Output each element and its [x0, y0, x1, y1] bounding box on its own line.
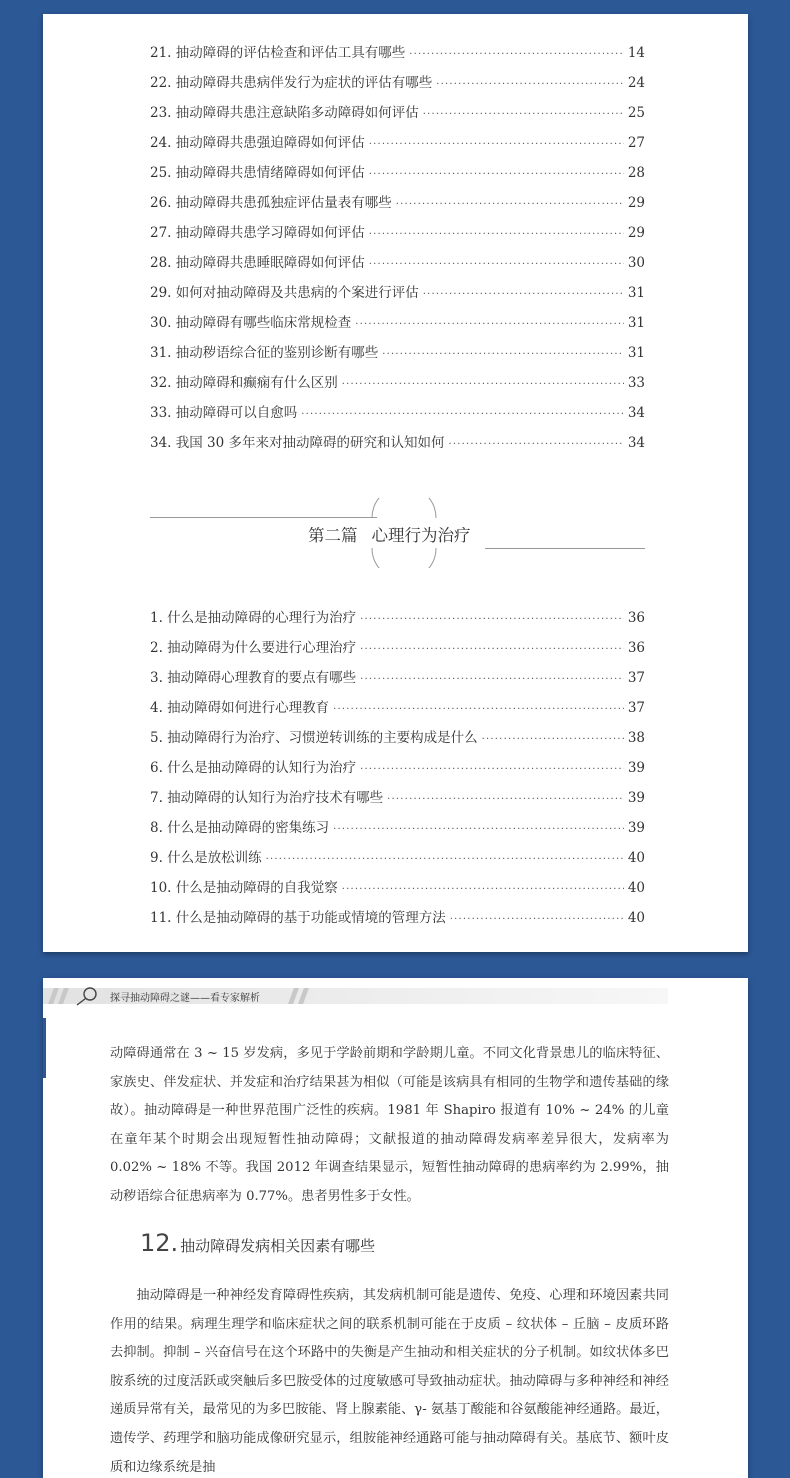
- toc-leader-dots: [360, 764, 624, 775]
- toc-leader-dots: [387, 794, 624, 805]
- toc-entry[interactable]: [150, 786, 645, 816]
- toc-leader-dots: [423, 289, 624, 300]
- toc-entry[interactable]: [150, 191, 645, 221]
- magnifier-icon: [75, 986, 99, 1006]
- toc-page: [43, 14, 748, 952]
- toc-entry-page: 31: [627, 285, 645, 301]
- toc-entry-title: 30. 抽动障碍有哪些临床常规检查: [150, 315, 352, 331]
- body-paragraph-1: 动障碍通常在 3 ~ 15 岁发病，多见于学龄前期和学龄期儿童。不同文化背景患儿的临床特征、家族史、伴发症状、并发症和治疗结果甚为相似（可能是该病具有相同的生物学和遗传基础的缘故）。抽动障碍是一种世界范围广泛性的疾病。1981 年 Shapiro 报道有 10% ~ 24% 的儿童在童年某个时期会出现短暂性抽动障碍；文献报道的抽动障碍发病率差异很大，发病率为 0.02% ~ 18% 不等。我国 2012 年调查结果显示，短暂性抽动障碍的患病率约为 2.99%，抽动秽语综合征患病率为 0.77%。患者男性多于女性。: [110, 1046, 669, 1204]
- toc-leader-dots: [360, 644, 624, 655]
- toc-entry-page: 39: [627, 820, 645, 836]
- toc-entry[interactable]: [150, 161, 645, 191]
- toc-entry-page: 29: [627, 225, 645, 241]
- toc-entry-page: 34: [627, 435, 645, 451]
- toc-entry-title: 34. 我国 30 多年来对抽动障碍的研究和认知如何: [150, 435, 445, 451]
- toc-entry-title: 4. 抽动障碍如何进行心理教育: [150, 700, 330, 716]
- toc-leader-dots: [301, 409, 624, 420]
- toc-entry-page: 27: [627, 135, 645, 151]
- toc-entry-page: 40: [627, 850, 645, 866]
- toc-leader-dots: [449, 439, 624, 450]
- toc-entry-title: 2. 抽动障碍为什么要进行心理治疗: [150, 640, 357, 656]
- toc-leader-dots: [369, 229, 624, 240]
- toc-entry-title: 28. 抽动障碍共患睡眠障碍如何评估: [150, 255, 365, 271]
- toc-entry-title: 29. 如何对抽动障碍及共患病的个案进行评估: [150, 285, 419, 301]
- toc-leader-dots: [333, 704, 624, 715]
- toc-entry-page: 14: [627, 45, 645, 61]
- toc-entry[interactable]: [150, 341, 645, 371]
- toc-entry[interactable]: [150, 251, 645, 281]
- toc-entry-title: 5. 抽动障碍行为治疗、习惯逆转训练的主要构成是什么: [150, 730, 478, 746]
- toc-entry-page: 36: [627, 610, 645, 626]
- toc-entry[interactable]: [150, 906, 645, 936]
- toc-leader-dots: [342, 379, 624, 390]
- toc-entry-page: 31: [627, 345, 645, 361]
- toc-entry-title: 8. 什么是抽动障碍的密集练习: [150, 820, 330, 836]
- toc-entry-title: 3. 抽动障碍心理教育的要点有哪些: [150, 670, 357, 686]
- toc-entry-page: 34: [627, 405, 645, 421]
- toc-entry[interactable]: [150, 71, 645, 101]
- toc-entry-page: 31: [627, 315, 645, 331]
- toc-leader-dots: [436, 79, 624, 90]
- toc-leader-dots: [369, 169, 624, 180]
- toc-entry[interactable]: [150, 636, 645, 666]
- toc-leader-dots: [369, 139, 624, 150]
- toc-entry[interactable]: [150, 101, 645, 131]
- toc-entry[interactable]: [150, 431, 645, 461]
- toc-entry[interactable]: [150, 666, 645, 696]
- toc-entry-title: 9. 什么是放松训练: [150, 850, 262, 866]
- toc-entry[interactable]: [150, 606, 645, 636]
- divider-right: [485, 548, 645, 549]
- toc-entry-title: 10. 什么是抽动障碍的自我觉察: [150, 880, 338, 896]
- side-mark: [43, 1018, 46, 1078]
- toc-entry-title: 21. 抽动障碍的评估检查和评估工具有哪些: [150, 45, 406, 61]
- toc-entry-page: 40: [627, 910, 645, 926]
- toc-entry-title: 25. 抽动障碍共患情绪障碍如何评估: [150, 165, 365, 181]
- toc-leader-dots: [360, 674, 624, 685]
- toc-entry-page: 40: [627, 880, 645, 896]
- toc-entry-page: 39: [627, 760, 645, 776]
- toc-entry-title: 6. 什么是抽动障碍的认知行为治疗: [150, 760, 357, 776]
- toc-entry[interactable]: [150, 41, 645, 71]
- section-name: 心理行为治疗: [371, 526, 471, 545]
- toc-entry-title: 7. 抽动障碍的认知行为治疗技术有哪些: [150, 790, 384, 806]
- section-title: [308, 522, 471, 546]
- toc-entry-page: 33: [627, 375, 645, 391]
- toc-entry-page: 37: [627, 700, 645, 716]
- toc-leader-dots: [360, 614, 624, 625]
- divider-left: [150, 517, 377, 518]
- toc-entry-page: 28: [627, 165, 645, 181]
- toc-leader-dots: [342, 884, 624, 895]
- toc-leader-dots: [450, 914, 624, 925]
- toc-entry[interactable]: [150, 281, 645, 311]
- toc-entry-title: 22. 抽动障碍共患病伴发行为症状的评估有哪些: [150, 75, 433, 91]
- toc-entry-title: 26. 抽动障碍共患孤独症评估量表有哪些: [150, 195, 392, 211]
- header-stripe: [48, 988, 59, 1004]
- toc-entry-title: 24. 抽动障碍共患强迫障碍如何评估: [150, 135, 365, 151]
- toc-leader-dots: [409, 49, 624, 60]
- toc-entry[interactable]: [150, 696, 645, 726]
- toc-entry[interactable]: [150, 311, 645, 341]
- toc-entry-title: 23. 抽动障碍共患注意缺陷多动障碍如何评估: [150, 105, 419, 121]
- toc-entry-page: 37: [627, 670, 645, 686]
- toc-entry-title: 1. 什么是抽动障碍的心理行为治疗: [150, 610, 357, 626]
- toc-entry[interactable]: [150, 371, 645, 401]
- toc-entry-page: 38: [627, 730, 645, 746]
- toc-leader-dots: [266, 854, 624, 865]
- toc-leader-dots: [423, 109, 624, 120]
- toc-entry-title: 31. 抽动秽语综合征的鉴别诊断有哪些: [150, 345, 379, 361]
- toc-leader-dots: [482, 734, 624, 745]
- running-header-title: 探寻抽动障碍之谜——看专家解析: [110, 993, 260, 1004]
- question-title: 抽动障碍发病相关因素有哪些: [180, 1237, 376, 1255]
- body-paragraph-2: 抽动障碍是一种神经发育障碍性疾病，其发病机制可能是遗传、免疫、心理和环境因素共同作用的结果。病理生理学和临床症状之间的联系机制可能在于皮质 – 纹状体 – 丘脑 – 皮质环路去抑制。抑制 – 兴奋信号在这个环路中的失衡是产生抽动和相关症状的分子机制。如纹状体多巴胺系统的过度活跃或突触后多巴胺受体的过度敏感可导致抽动症状。抽动障碍与多种神经和神经递质异常有关，最常见的为多巴胺能、肾上腺素能、γ- 氨基丁酸能和谷氨酸能神经通路。最近，遗传学、药理学和脑功能成像研究显示，组胺能神经通路可能与抽动障碍有关。基底节、额叶皮质和边缘系统是抽: [110, 1288, 669, 1475]
- toc-leader-dots: [396, 199, 624, 210]
- toc-entry-page: 24: [627, 75, 645, 91]
- question-number: 12.: [140, 1229, 179, 1257]
- section-part-label: 第二篇: [308, 526, 358, 545]
- toc-entry-title: 32. 抽动障碍和癫痫有什么区别: [150, 375, 338, 391]
- header-stripe: [288, 988, 299, 1004]
- toc-entry-title: 33. 抽动障碍可以自愈吗: [150, 405, 298, 421]
- toc-leader-dots: [333, 824, 624, 835]
- running-header: [43, 988, 668, 1004]
- toc-entry-page: 29: [627, 195, 645, 211]
- header-stripe: [298, 988, 309, 1004]
- toc-entry[interactable]: [150, 726, 645, 756]
- content-page: [43, 978, 748, 1478]
- toc-entry-title: 27. 抽动障碍共患学习障碍如何评估: [150, 225, 365, 241]
- header-stripe: [58, 988, 69, 1004]
- toc-list-part1: [150, 41, 645, 461]
- toc-entry-page: 39: [627, 790, 645, 806]
- toc-entry[interactable]: [150, 221, 645, 251]
- toc-entry-page: 25: [627, 105, 645, 121]
- toc-entry[interactable]: [150, 816, 645, 846]
- question-heading: [140, 1229, 375, 1257]
- toc-entry-title: 11. 什么是抽动障碍的基于功能或情境的管理方法: [150, 910, 446, 926]
- toc-entry[interactable]: [150, 846, 645, 876]
- toc-entry[interactable]: [150, 131, 645, 161]
- toc-entry[interactable]: [150, 876, 645, 906]
- toc-leader-dots: [369, 259, 624, 270]
- toc-leader-dots: [355, 319, 624, 330]
- toc-entry-page: 30: [627, 255, 645, 271]
- toc-leader-dots: [382, 349, 624, 360]
- toc-entry-page: 36: [627, 640, 645, 656]
- toc-list-part2: [150, 606, 645, 936]
- toc-entry[interactable]: [150, 756, 645, 786]
- section-heading: [150, 498, 645, 568]
- toc-entry[interactable]: [150, 401, 645, 431]
